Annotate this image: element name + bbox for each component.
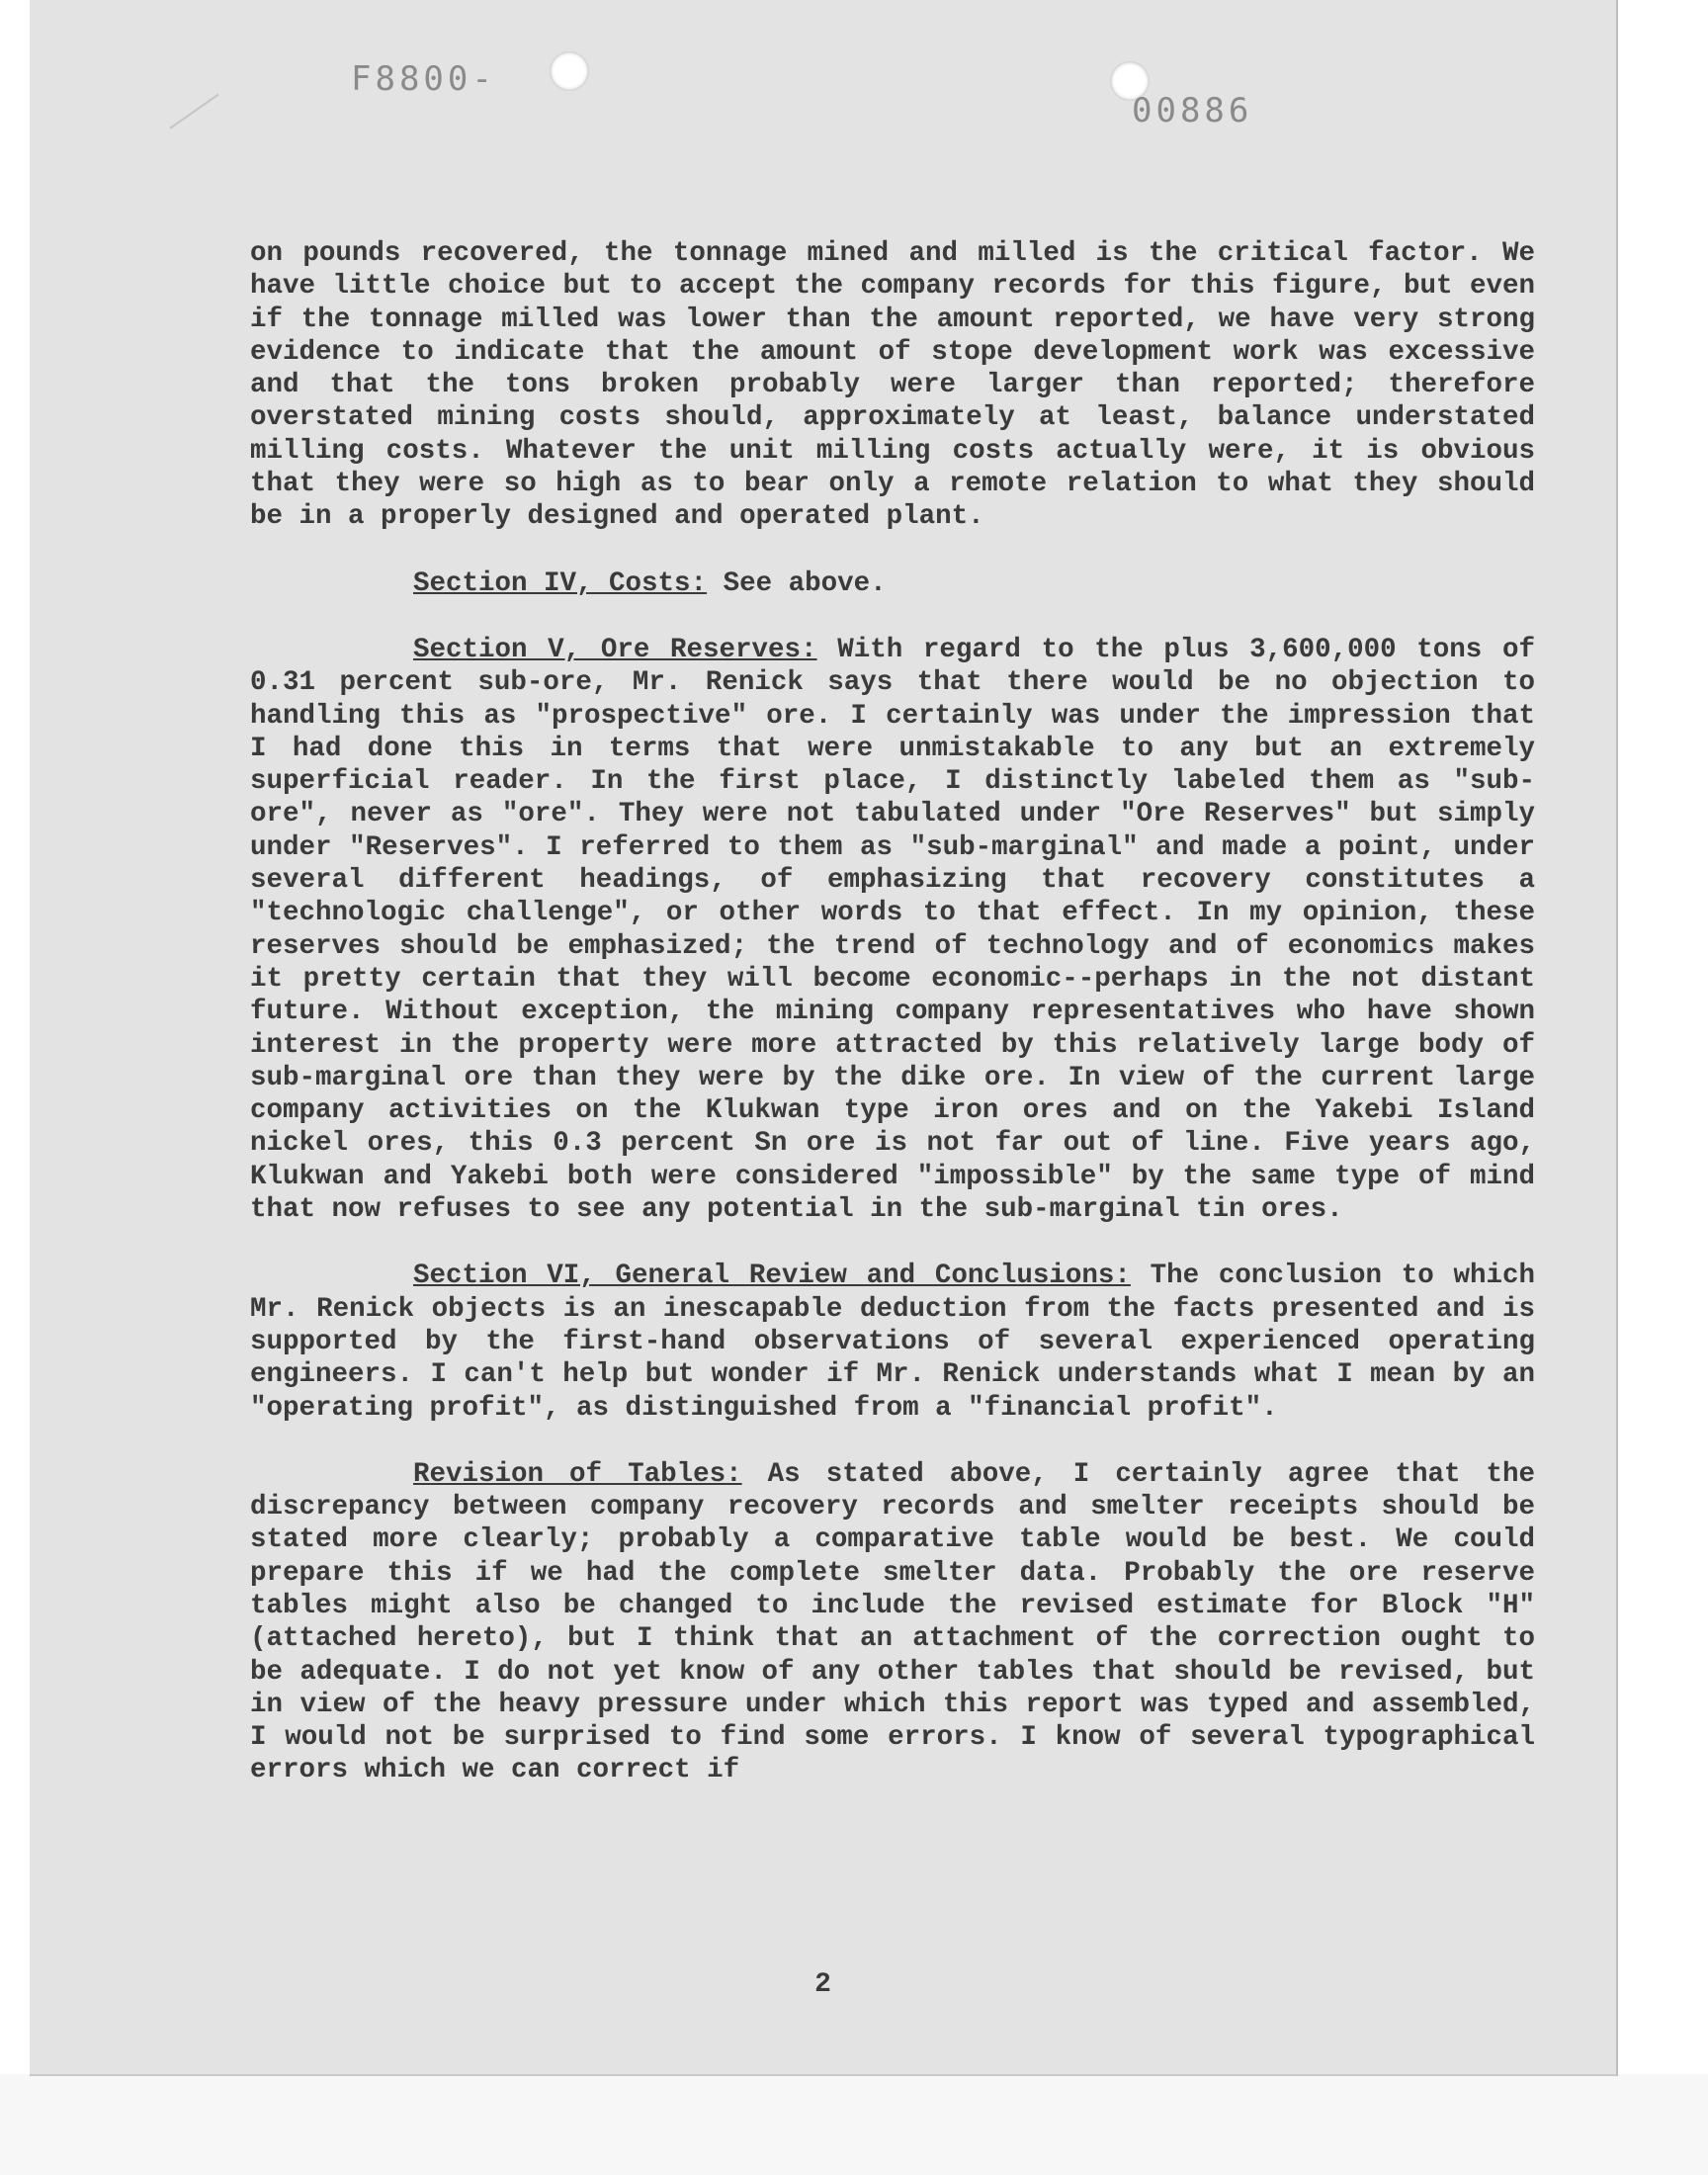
- stamp-number-right: 00886: [1132, 91, 1253, 130]
- paragraph-costs-discussion: on pounds recovered, the tonnage mined and milled is the critical factor. We have little choice but to accept the company records for this figure, but even if the tonnage milled was lower than the amount reported, we have very strong evidence to indicate that the amount of stope development work was excessive and that the tons broken probably were larger than reported; therefore overstated mining costs should, approximately at least, balance understated milling costs. Whatever the unit milling costs actually were, it is obvious that they were so high as to bear only a remote relation to what they should be in a properly designed and operated plant.: [250, 238, 1535, 533]
- paragraph-revision-of-tables: [250, 1458, 1535, 1787]
- heading-section-vi: Section VI, General Review and Conclusions:: [413, 1261, 1131, 1292]
- scan-backdrop: [0, 2074, 1708, 2175]
- pencil-mark: [169, 94, 241, 162]
- page-number: 2: [814, 1969, 831, 2000]
- paragraph-section-v: [250, 634, 1535, 1226]
- document-body: [250, 237, 1535, 1821]
- section-vi-text: The conclusion to which Mr. Renick objects is an inescapable deduction from the facts presented and is supported by the first-hand observations of several experienced operating engineers. I can't help but wonder if Mr. Renick understands what I mean by an "operating profit", as distinguished from a "financial profit".: [250, 1261, 1535, 1424]
- heading-section-iv: Section IV, Costs:: [413, 567, 708, 599]
- punch-hole-left: [550, 51, 589, 91]
- paragraph-section-vi: [250, 1260, 1535, 1424]
- stamp-number-left: F8800-: [351, 59, 496, 99]
- section-iv-text: See above.: [707, 567, 887, 599]
- heading-section-v: Section V, Ore Reserves:: [413, 634, 817, 665]
- section-v-text: With regard to the plus 3,600,000 tons of 0.31 percent sub-ore, Mr. Renick says that there would be no objection to handling this as "prospective" ore. I certainly was under the impression that I had done this in terms that were unmistakable to any but an extremely superficial reader. In the first place, I distinctly labeled them as "sub-ore", never as "ore". They were not tabulated under "Ore Reserves" but simply under "Reserves". I referred to them as "sub-marginal" and made a point, under several different headings, of emphasizing that recovery constitutes a "technologic challenge", or other words to that effect. In my opinion, these reserves should be emphasized; the trend of technology and of economics makes it pretty certain that they will become economic--perhaps in the not distant future. Without exception, the mining company representatives who have shown interest in the property were more attracted by this relatively large body of sub-marginal ore than they were by the dike ore. In view of the current large company activities on the Klukwan type iron ores and on the Yakebi Island nickel ores, this 0.3 percent Sn ore is not far out of line. Five years ago, Klukwan and Yakebi both were considered "impossible" by the same type of mind that now refuses to see any potential in the sub-marginal tin ores.: [250, 634, 1535, 1226]
- heading-revision-of-tables: Revision of Tables:: [413, 1458, 742, 1490]
- paragraph-section-iv: [250, 567, 1535, 600]
- revision-text: As stated above, I certainly agree that the discrepancy between company recovery records and smelter receipts should be stated more clearly; probably a comparative table would be best. We could prepare this if we had the complete smelter data. Probably the ore reserve tables might also be changed to include the revised estimate for Block "H" (attached hereto), but I think that an attachment of the correction ought to be adequate. I do not yet know of any other tables that should be revised, but in view of the heavy pressure under which this report was typed and assembled, I would not be surprised to find some errors. I know of several typographical errors which we can correct if: [250, 1458, 1535, 1786]
